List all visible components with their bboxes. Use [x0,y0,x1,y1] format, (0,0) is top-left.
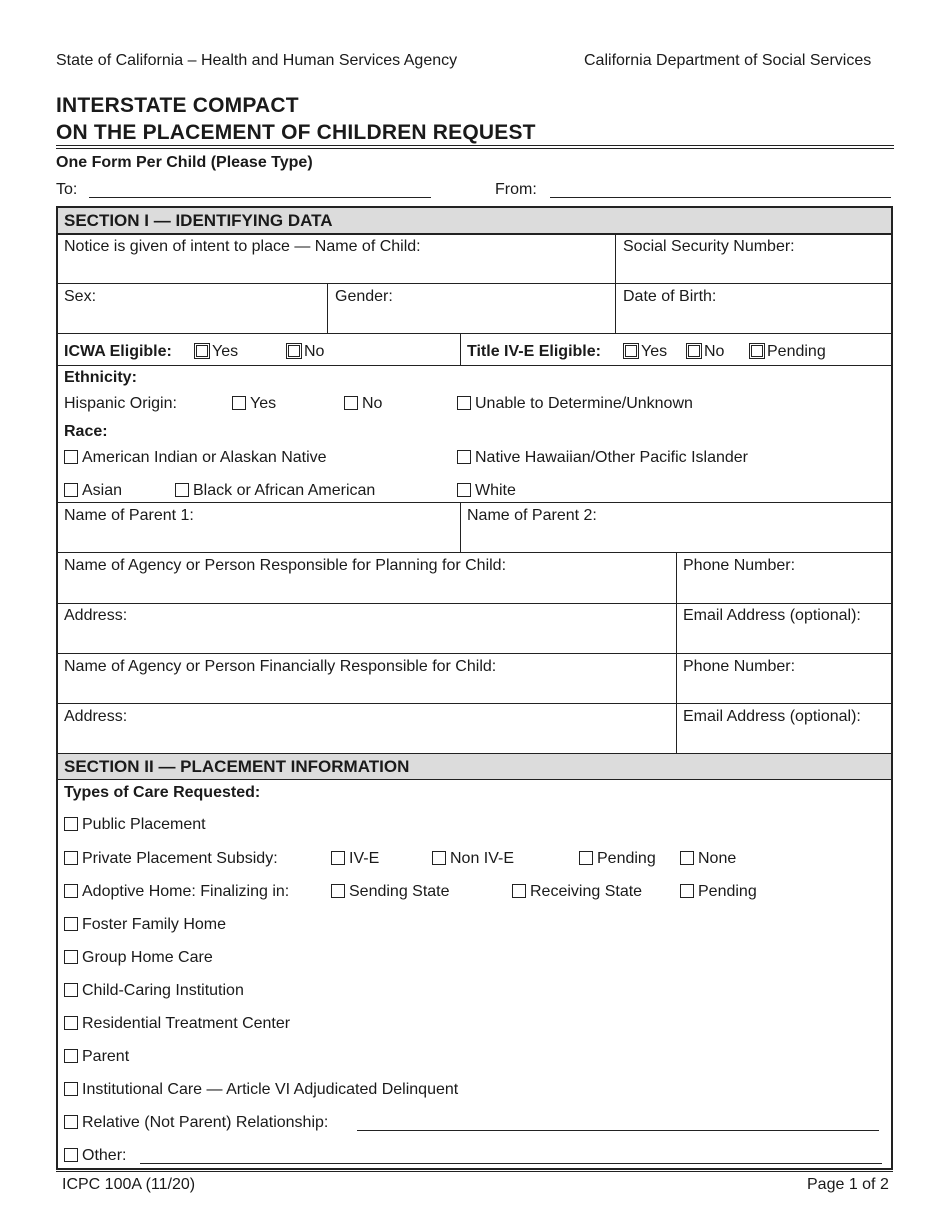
checkbox[interactable] [64,917,78,931]
to-label: To: [56,181,78,198]
option-label: IV-E [349,850,380,867]
adoptive-home-option[interactable] [64,883,289,901]
checkbox[interactable] [457,396,471,410]
checkbox[interactable] [680,851,694,865]
parent-option[interactable] [64,1048,129,1066]
rule [58,233,891,235]
subsidy-ive-option[interactable] [331,850,379,868]
financial-agency-label: Name of Agency or Person Financially Responsible for Child: [64,658,497,675]
department-name: California Department of Social Services [584,52,872,69]
email1-label: Email Address (optional): [683,607,861,624]
hispanic-unknown-option[interactable] [457,395,693,413]
option-label: Foster Family Home [82,916,227,933]
adopt-sending-option[interactable] [331,883,450,901]
option-label: Pending [767,343,826,360]
option-label: Native Hawaiian/Other Pacific Islander [475,449,749,466]
title4e-pending-option[interactable] [749,343,826,361]
child-caring-option[interactable] [64,982,244,1000]
option-label: Adoptive Home: Finalizing in: [82,883,290,900]
option-label: White [475,482,516,499]
public-placement-option[interactable] [64,816,206,834]
option-label: Institutional Care — Article VI Adjudicated Delinquent [82,1081,459,1098]
bottom-rule [56,1171,893,1172]
form-title-line2: ON THE PLACEMENT OF CHILDREN REQUEST [56,121,536,144]
relative-option[interactable] [64,1114,328,1132]
vrule [615,234,616,334]
ethnicity-label: Ethnicity: [64,369,137,386]
gender-label: Gender: [335,288,393,305]
title4e-label: Title IV-E Eligible: [467,343,601,360]
subsidy-none-option[interactable] [680,850,736,868]
phone1-label: Phone Number: [683,557,796,574]
hispanic-no-option[interactable] [344,395,382,413]
icwa-yes-option[interactable] [194,343,238,361]
checkbox[interactable] [64,884,78,898]
checkbox[interactable] [64,950,78,964]
option-label: American Indian or Alaskan Native [82,449,327,466]
form-subtitle: One Form Per Child (Please Type) [56,154,313,171]
checkbox[interactable] [680,884,694,898]
race-label: Race: [64,423,108,440]
option-label: Pending [597,850,656,867]
agency-name: State of California – Health and Human Services Agency [56,52,458,69]
sex-label: Sex: [64,288,97,305]
option-label: None [698,850,737,867]
option-label: Pending [698,883,757,900]
race-aian-option[interactable] [64,449,327,467]
rule [58,365,891,366]
checkbox[interactable] [64,1115,78,1129]
checkbox[interactable] [512,884,526,898]
adopt-pending-option[interactable] [680,883,757,901]
group-home-option[interactable] [64,949,213,967]
other-field[interactable] [140,1163,882,1164]
option-label: Residential Treatment Center [82,1015,291,1032]
email2-label: Email Address (optional): [683,708,861,725]
checkbox[interactable] [64,1016,78,1030]
option-label: Asian [82,482,123,499]
option-label: Yes [250,395,277,412]
rule [58,502,891,503]
race-black-option[interactable] [175,482,375,500]
form-id: ICPC 100A (11/20) [62,1176,196,1193]
checkbox[interactable] [749,343,765,359]
option-label: Yes [212,343,239,360]
vrule [460,502,461,552]
option-label: Non IV-E [450,850,515,867]
subsidy-non-ive-option[interactable] [432,850,514,868]
checkbox[interactable] [232,396,246,410]
checkbox[interactable] [64,450,78,464]
option-label: Child-Caring Institution [82,982,244,999]
checkbox[interactable] [579,851,593,865]
option-label: Receiving State [530,883,643,900]
race-nhpi-option[interactable] [457,449,748,467]
race-asian-option[interactable] [64,482,122,500]
option-label: Other: [82,1147,127,1164]
checkbox[interactable] [331,884,345,898]
checkbox[interactable] [64,483,78,497]
vrule [327,283,328,333]
checkbox[interactable] [194,343,210,359]
title-rule-bottom [56,148,894,149]
option-label: Parent [82,1048,130,1065]
form-title-line1: INTERSTATE COMPACT [56,94,299,117]
from-label: From: [495,181,537,198]
rule [58,283,891,284]
checkbox[interactable] [457,483,471,497]
parent2-label: Name of Parent 2: [467,507,597,524]
dob-label: Date of Birth: [623,288,717,305]
hispanic-yes-option[interactable] [232,395,276,413]
race-white-option[interactable] [457,482,516,500]
checkbox[interactable] [64,851,78,865]
rule [58,552,891,553]
option-label: No [362,395,383,412]
foster-family-option[interactable] [64,916,226,934]
parent1-label: Name of Parent 1: [64,507,194,524]
page-number: Page 1 of 2 [807,1176,889,1193]
checkbox[interactable] [175,483,189,497]
checkbox[interactable] [64,983,78,997]
checkbox[interactable] [331,851,345,865]
option-label: Black or African American [193,482,376,499]
rule [58,653,891,654]
address2-label: Address: [64,708,128,725]
checkbox[interactable] [64,1049,78,1063]
other-option[interactable] [64,1147,126,1165]
vrule [460,334,461,365]
option-label: Sending State [349,883,450,900]
checkbox[interactable] [64,817,78,831]
rule [58,779,891,780]
checkbox[interactable] [432,851,446,865]
title-rule-top [56,145,894,146]
option-label: Private Placement Subsidy: [82,850,278,867]
types-of-care-label: Types of Care Requested: [64,784,261,801]
option-label: Public Placement [82,816,206,833]
adopt-receiving-option[interactable] [512,883,642,901]
ssn-label: Social Security Number: [623,238,795,255]
relative-field[interactable] [357,1130,879,1131]
name-of-child-label: Notice is given of intent to place — Name of Child: [64,238,421,255]
icwa-no-option[interactable] [286,343,324,361]
rule [58,333,891,334]
checkbox[interactable] [686,343,702,359]
rule [58,703,891,704]
option-label: Relative (Not Parent) Relationship: [82,1114,329,1131]
icwa-label: ICWA Eligible: [64,343,172,360]
private-subsidy-option[interactable] [64,850,278,868]
rule [58,603,891,604]
institutional-option[interactable] [64,1081,458,1099]
address1-label: Address: [64,607,128,624]
checkbox[interactable] [457,450,471,464]
checkbox[interactable] [64,1148,78,1162]
section1-heading: SECTION I — IDENTIFYING DATA [58,208,891,233]
planning-agency-label: Name of Agency or Person Responsible for Planning for Child: [64,557,507,574]
title4e-yes-option[interactable] [623,343,667,361]
checkbox[interactable] [623,343,639,359]
option-label: Group Home Care [82,949,213,966]
checkbox[interactable] [344,396,358,410]
checkbox[interactable] [64,1082,78,1096]
hispanic-origin-label: Hispanic Origin: [64,395,177,412]
option-label: Yes [641,343,668,360]
to-field[interactable] [89,197,431,198]
title4e-no-option[interactable] [686,343,724,361]
checkbox[interactable] [286,343,302,359]
subsidy-pending-option[interactable] [579,850,656,868]
from-field[interactable] [550,197,891,198]
option-label: Unable to Determine/Unknown [475,395,693,412]
option-label: No [704,343,725,360]
phone2-label: Phone Number: [683,658,796,675]
section2-heading: SECTION II — PLACEMENT INFORMATION [58,754,891,779]
option-label: No [304,343,325,360]
residential-option[interactable] [64,1015,290,1033]
